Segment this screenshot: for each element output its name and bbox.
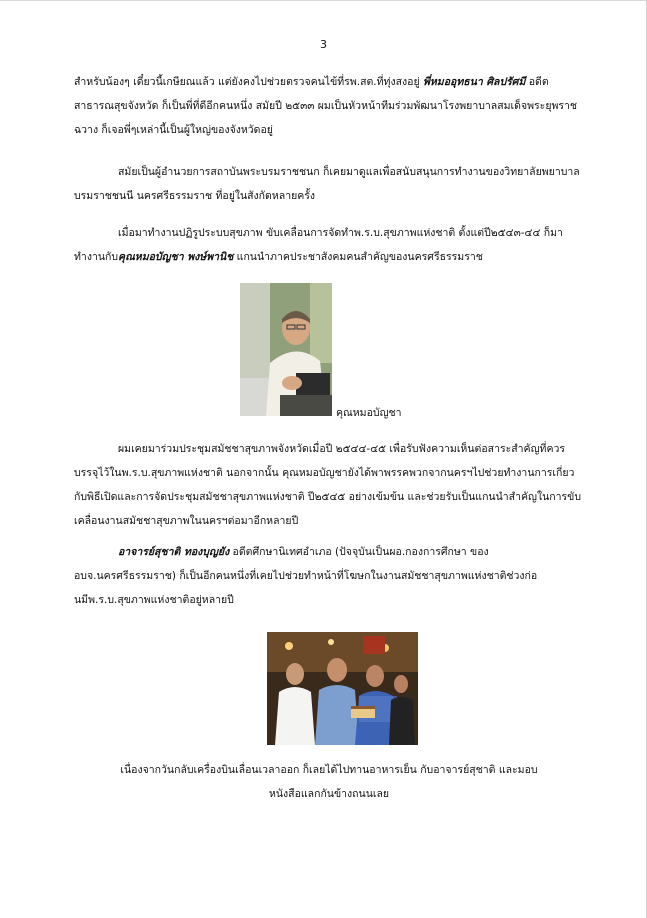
p4-text: ผมเคยมาร่วมประชุมสมัชชาสุขภาพจังหวัดเมื่อปี ๒๕๔๔-๔๕ เพื่อรับฟังความเห็นต่อสาระสำคัญที่ควรบรรจุไว้ในพ.ร.บ.สุขภาพแห่งชาติ นอกจากนั้น คุณหมอบัญชายังได้พาพรรคพวกจากนครฯไปช่วยทำงานการเกี่ยวกับพิธีเปิดและการจัดประชุมสมัชชาสุขภาพแห่งชาติ ปี๒๕๔๕ อย่างเข้มข้น และช่วยรับเป็นแกนนำสำคัญในการขับเคลื่อนงานสมัชชาสุขภาพในนครฯต่อมาอีกหลายปี [74,443,581,527]
p1-text-a: สำหรับน้องๆ เดี๋ยวนี้เกษียณแล้ว แต่ยังคงไปช่วยตรวจคนไข้ที่รพ.สต.ที่ทุ่งสงอยู่ [74,76,423,88]
p3-text-a: เมื่อมาทำงานปฏิรูประบบสุขภาพ ขับเคลื่อนการจัดทำพ.ร.บ.สุขภาพแห่งชาติ ตั้งแต่ปี๒๕๔๓-๔๔ ก็มาทำงานกับ [74,227,563,263]
paragraph-5 [74,540,584,612]
p6-line-2: หนังสือแลกกันข้างถนนเลย [268,788,390,800]
p2-text: สมัยเป็นผู้อำนวยการสถาบันพระบรมราชชนก ก็เคยมาดูแลเพื่อสนับสนุนการทำงานของวิทยาลัยพยาบาลบรมราชชนนี นครศรีธรรมราช ที่อยู่ในสังกัดหลายครั้ง [74,166,580,202]
p5-person-name: อาจารย์สุชาติ ทองบุญยัง [118,546,230,558]
photo-1-caption: คุณหมอบัญชา [336,407,402,419]
p5-text: อดีตศึกษานิเทศอำเภอ (ปัจจุบันเป็นผอ.กองการศึกษา ของ อบจ.นครศรีธรรมราช) ก็เป็นอีกคนหนึ่งที่เคยไปช่วยทำหน้าที่โฆษกในงานสมัชชาสุขภาพแห่งชาติช่วงก่อนมีพ.ร.บ.สุขภาพแห่งชาติอยู่หลายปี [74,546,538,606]
paragraph-4 [74,437,584,533]
p1-text-rest: อดีตสาธารณสุขจังหวัด ก็เป็นพี่ที่ดีอีกคนหนึ่ง สมัยปี ๒๕๓๓ ผมเป็นหัวหน้าทีมร่วมพัฒนาโรงพยาบาลสมเด็จพระยุพราช ฉวาง ก็เจอพี่ๆเหล่านี้เป็นผู้ใหญ่ของจังหวัดอยู่ [74,76,578,136]
page-number: 3 [320,38,327,51]
paragraph-2 [74,160,584,208]
p1-person-name: พี่หมออุทธนา ศิลปรัศมี [422,76,526,88]
p3-person-name: คุณหมอบัญชา พงษ์พานิช [118,251,234,263]
paragraph-3 [74,221,584,269]
photo-group-street [267,632,418,745]
p6-line-1: เนื่องจากวันกลับเครื่องบินเลื่อนเวลาออก ก็เลยได้ไปทานอาหารเย็น กับอาจารย์สุชาติ และมอบ [120,764,538,776]
photo-doctor-bancha [240,283,332,416]
p3-text-b: แกนนำภาคประชาสังคมคนสำคัญของนครศรีธรรมราช [233,251,483,263]
paragraph-1 [74,70,584,142]
top-border [0,0,647,1]
paragraph-6 [74,758,584,806]
